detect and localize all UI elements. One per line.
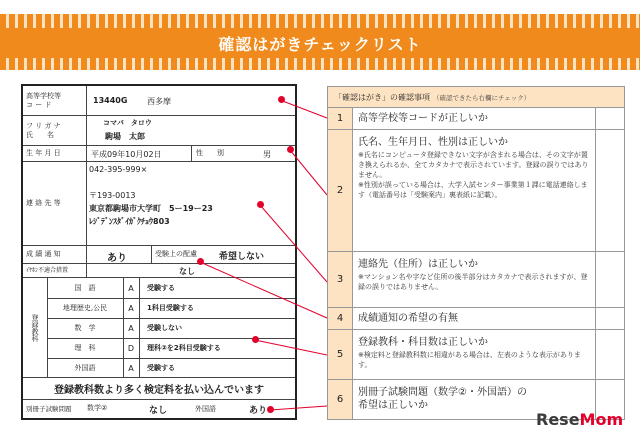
- check-box[interactable]: [595, 108, 624, 129]
- name-kanji-value: 駒場 太郎: [105, 132, 145, 141]
- booklet-label: 別冊子試験問題: [26, 405, 72, 413]
- item-title: 登録教科・科目数は正しいか: [358, 337, 488, 348]
- birth-date-value: 平成09年10月02日: [91, 150, 162, 159]
- booklet-lang-label: 外国語: [195, 405, 216, 413]
- subject-code: D: [123, 338, 140, 358]
- school-name-value: 西多摩: [147, 97, 171, 106]
- subjects-label: 登録教科: [23, 278, 48, 377]
- check-box[interactable]: [595, 308, 624, 329]
- logo-text-b: Mom: [579, 410, 624, 429]
- item-title: 連絡先（住所）は正しいか: [358, 259, 478, 270]
- subject-code: A: [123, 318, 140, 338]
- checklist-item: [327, 252, 625, 308]
- name-kana-value: コマバ タロウ: [103, 119, 152, 127]
- pointer-dot: [287, 146, 294, 153]
- item-note: ※検定料と登録教科数に相違がある場合は、左表のような表示があります。: [358, 351, 581, 369]
- listening-value: なし: [179, 267, 195, 276]
- subject-value: 理科②を2科目受験する: [147, 344, 221, 352]
- subject-code: A: [123, 298, 140, 318]
- checklist-header-note: （確認できたら右欄にチェック）: [433, 93, 531, 102]
- zip-value: 〒193-0013: [89, 191, 136, 200]
- subject-code: A: [123, 278, 140, 298]
- checklist-header: [327, 86, 625, 108]
- resemom-logo: [536, 410, 623, 429]
- check-box[interactable]: [595, 330, 624, 379]
- notify-label: 成 績 通 知: [23, 246, 87, 263]
- item-number: 3: [328, 252, 353, 307]
- contact-label: 連 絡 先 等: [23, 162, 87, 245]
- item-title: 高等学校等コードが正しいか: [358, 113, 488, 124]
- school-code-label: 高等学校等 コ ー ド: [23, 86, 87, 115]
- listening-label: ｲﾔﾎﾝ不適合措置: [23, 264, 87, 277]
- pointer-dot: [267, 406, 274, 413]
- subject-name: 国 語: [47, 278, 124, 298]
- item-title: 氏名、生年月日、性別は正しいか: [358, 137, 508, 148]
- pointer-dot: [278, 96, 285, 103]
- subject-name: 地理歴史,公民: [47, 298, 124, 318]
- item-number: 4: [328, 308, 353, 329]
- checklist-item: [327, 330, 625, 380]
- subject-value: 受験しない: [147, 324, 182, 332]
- school-code-value: 13440G: [93, 96, 128, 105]
- subject-value: 1科目受験する: [147, 304, 194, 312]
- sex-value: 男: [263, 150, 271, 159]
- item-title: 別冊子試験問題（数学②・外国語）の 希望は正しいか: [358, 387, 527, 411]
- phone-value: 042-395-999×: [89, 165, 148, 174]
- item-note: ※氏名にコンピュータ登録できない文字が含まれる場合は、その文字が置き換えられるか、全てカタカナで表示されています。登録の誤りではありません。 ※性別が誤っている場合は、大学入試センター事業第１課に電話連絡します（電話番号は「受験案内」裏表紙に記載）。: [358, 151, 589, 199]
- subject-name: 理 科: [47, 338, 124, 358]
- checklist-item: [327, 108, 625, 130]
- page-title: 確認はがきチェックリスト: [0, 28, 640, 58]
- booklet-math-label: 数学②: [87, 404, 108, 412]
- item-number: 6: [328, 380, 353, 419]
- birth-label: 生 年 月 日: [23, 146, 87, 161]
- check-box[interactable]: [595, 252, 624, 307]
- consider-label: 受験上の配慮: [151, 246, 197, 263]
- item-number: 1: [328, 108, 353, 129]
- item-number: 5: [328, 330, 353, 379]
- item-number: 2: [328, 130, 353, 251]
- subject-name: 数 学: [47, 318, 124, 338]
- pointer-dot: [252, 336, 259, 343]
- booklet-lang-value: あり: [249, 406, 268, 416]
- checklist-table: [327, 86, 625, 426]
- sex-label: 性 別: [191, 146, 224, 161]
- subject-value: 受験する: [147, 364, 175, 372]
- checklist-item: [327, 308, 625, 330]
- consider-value: 希望しない: [219, 252, 265, 262]
- logo-text-a: Rese: [536, 410, 580, 429]
- fee-notice: 登録教科数より多く検定料を払い込んでいます: [23, 378, 295, 400]
- notify-value: あり: [107, 253, 127, 264]
- name-label: フ リ ガ ナ 氏 名: [23, 116, 87, 145]
- address-value: 東京都駒場市大学町 5ー19ー23: [89, 204, 213, 213]
- booklet-math-value: なし: [149, 406, 168, 416]
- pointer-dot: [197, 258, 204, 265]
- building-value: ﾚｼﾞﾃﾞﾝｽﾀﾞｲｶﾞｸﾁｮｳ803: [89, 217, 170, 226]
- item-note: ※マンション名や字など住所の後半部分はカタカナで表示されますが、登録の誤りではありません。: [358, 273, 588, 291]
- subject-value: 受験する: [147, 284, 175, 292]
- subject-name: 外国語: [47, 358, 124, 378]
- checklist-header-title: 「確認はがき」の確認事項: [334, 92, 430, 102]
- check-box[interactable]: [595, 130, 624, 251]
- checklist-item: [327, 130, 625, 252]
- pointer-dot: [257, 201, 264, 208]
- item-title: 成績通知の希望の有無: [358, 313, 458, 324]
- subject-code: A: [123, 358, 140, 378]
